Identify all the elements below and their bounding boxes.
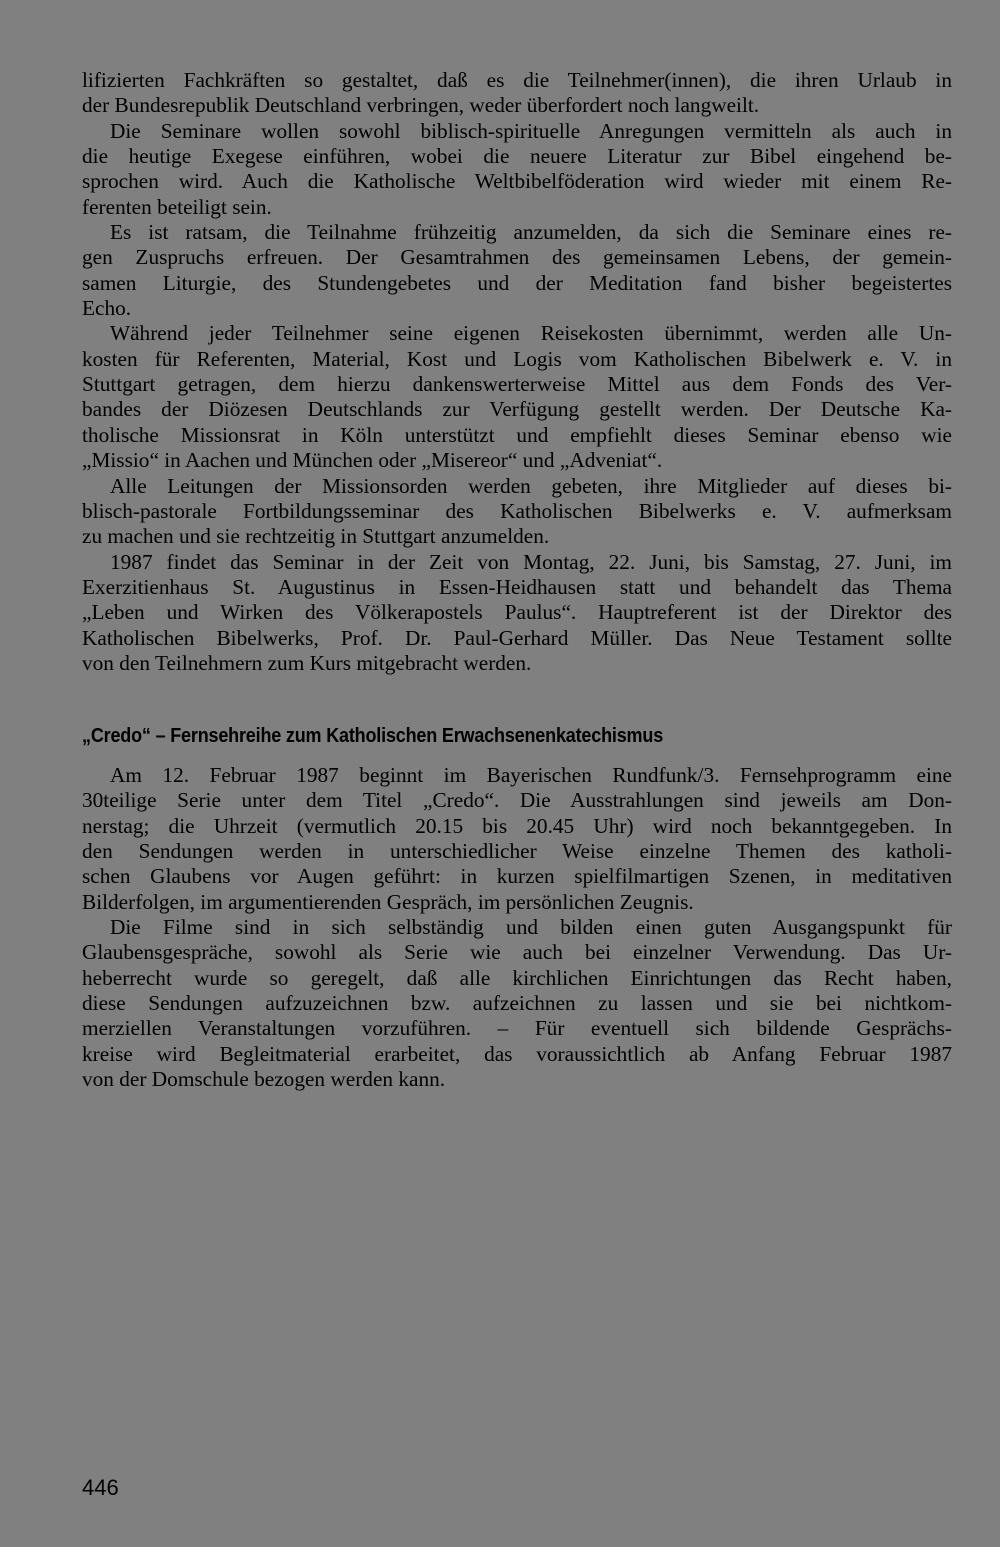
text-line: Exerzitienhaus St. Augustinus in Essen-Heidhausen statt und behandelt das Thema	[82, 574, 952, 599]
text-line: lifizierten Fachkräften so gestaltet, daß es die Teilnehmer(innen), die ihren Urlaub in	[82, 68, 952, 92]
paragraph	[82, 474, 952, 550]
paragraph	[82, 321, 952, 473]
text-line: den Sendungen werden in unterschiedlicher Weise einzelne Themen des katholi-	[82, 839, 952, 864]
text-line: 30teilige Serie unter dem Titel „Credo“. Die Ausstrahlungen sind jeweils am Don-	[82, 788, 952, 813]
paragraph	[82, 550, 952, 677]
text-line: Stuttgart getragen, dem hierzu dankenswerterweise Mittel aus dem Fonds des Ver-	[82, 372, 952, 397]
text-line: merziellen Veranstaltungen vorzuführen. – Für eventuell sich bildende Gesprächs-	[82, 1016, 952, 1041]
text-line: „Leben und Wirken des Völkerapostels Paulus“. Hauptreferent ist der Direktor des	[82, 600, 952, 625]
text-line: Alle Leitungen der Missionsorden werden gebeten, ihre Mitglieder auf dieses bi-	[110, 473, 952, 498]
section-credo-body	[82, 763, 952, 1092]
text-line: Die Seminare wollen sowohl biblisch-spirituelle Anregungen vermitteln als auch in	[110, 118, 952, 143]
paragraph	[82, 915, 952, 1092]
text-line: Die Filme sind in sich selbständig und bilden einen guten Ausgangspunkt für	[110, 915, 952, 940]
paragraph	[82, 220, 952, 321]
text-line: ferenten beteiligt sein.	[82, 194, 272, 219]
text-line: Bilderfolgen, im argumentierenden Gespräch, im persönlichen Zeugnis.	[82, 889, 694, 914]
section-credo	[82, 721, 952, 1092]
text-line: sprochen wird. Auch die Katholische Weltbibelföderation wird wieder mit einem Re-	[82, 169, 952, 194]
text-line: heberrecht wurde so geregelt, daß alle kirchlichen Einrichtungen das Recht haben,	[82, 965, 952, 990]
text-line: bandes der Diözesen Deutschlands zur Verfügung gestellt werden. Der Deutsche Ka-	[82, 397, 952, 422]
text-line: Katholischen Bibelwerks, Prof. Dr. Paul-Gerhard Müller. Das Neue Testament sollte	[82, 625, 952, 650]
text-line: Glaubensgespräche, sowohl als Serie wie auch bei einzelner Verwendung. Das Ur-	[82, 940, 952, 965]
paragraph	[82, 763, 952, 915]
text-line: kosten für Referenten, Material, Kost und Logis vom Katholischen Bibelwerk e. V. in	[82, 346, 952, 371]
paragraph	[82, 119, 952, 220]
text-line: Es ist ratsam, die Teilnahme frühzeitig anzumelden, da sich die Seminare eines re-	[110, 220, 952, 245]
text-line: schen Glaubens vor Augen geführt: in kurzen spielfilmartigen Szenen, in meditativen	[82, 864, 952, 889]
text-line: Echo.	[82, 296, 132, 321]
text-line: Am 12. Februar 1987 beginnt im Bayerischen Rundfunk/3. Fernsehprogramm eine	[110, 763, 952, 787]
text-line: von den Teilnehmern zum Kurs mitgebracht werden.	[82, 650, 532, 675]
text-line: „Missio“ in Aachen und München oder „Misereor“ und „Adveniat“.	[82, 448, 663, 473]
text-line: samen Liturgie, des Stundengebetes und der Meditation fand bisher begeistertes	[82, 270, 952, 295]
text-line: kreise wird Begleitmaterial erarbeitet, das voraussichtlich ab Anfang Februar 1987	[82, 1041, 952, 1066]
text-line: die heutige Exegese einführen, wobei die neuere Literatur zur Bibel eingehend be-	[82, 144, 952, 169]
text-line: der Bundesrepublik Deutschland verbringen, weder überfordert noch langweilt.	[82, 93, 760, 118]
text-line: Während jeder Teilnehmer seine eigenen Reisekosten übernimmt, werden alle Un-	[110, 321, 952, 346]
text-line: blisch-pastorale Fortbildungsseminar des Katholischen Bibelwerks e. V. aufmerksam	[82, 498, 952, 523]
section-heading: „Credo“ – Fernsehreihe zum Katholischen Erwachsenenkatechismus	[82, 725, 664, 747]
text-line: gen Zuspruchs erfreuen. Der Gesamtrahmen des gemeinsamen Lebens, der gemein-	[82, 245, 952, 270]
paragraph	[82, 68, 952, 119]
text-line: tholische Missionsrat in Köln unterstützt und empfiehlt dieses Seminar ebenso wie	[82, 422, 952, 447]
section-seminar-text	[82, 68, 952, 676]
text-line: nerstag; die Uhrzeit (vermutlich 20.15 bis 20.45 Uhr) wird noch bekanntgegeben. In	[82, 813, 952, 838]
page-number: 446	[82, 1475, 119, 1500]
text-line: diese Sendungen aufzuzeichnen bzw. aufzeichnen zu lassen und sie bei nichtkom-	[82, 991, 952, 1016]
text-line: zu machen und sie rechtzeitig in Stuttgart anzumelden.	[82, 524, 550, 549]
text-line: von der Domschule bezogen werden kann.	[82, 1067, 446, 1092]
text-line: 1987 findet das Seminar in der Zeit von Montag, 22. Juni, bis Samstag, 27. Juni, im	[110, 549, 952, 574]
